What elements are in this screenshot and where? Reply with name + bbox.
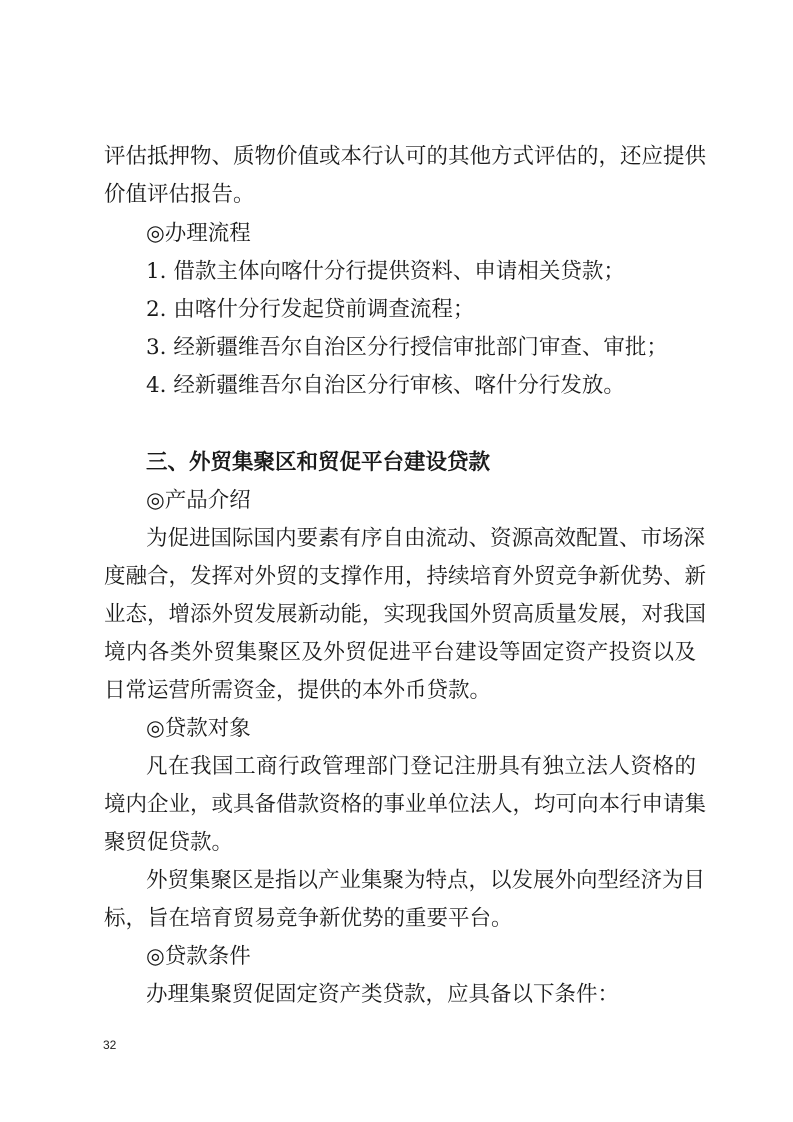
target-line-2: 境内企业，或具备借款资格的事业单位法人，均可向本行申请集: [104, 792, 707, 817]
product-line-5: 日常运营所需资金，提供的本外币贷款。: [104, 678, 492, 703]
process-step-4: 4. 经新疆维吾尔自治区分行审核、喀什分行发放。: [146, 373, 625, 398]
condition-title: ◎贷款条件: [146, 944, 251, 969]
target-title: ◎贷款对象: [146, 716, 251, 741]
product-line-1: 为促进国际国内要素有序自由流动、资源高效配置、市场深: [146, 526, 706, 551]
intro-line-2: 价值评估报告。: [104, 182, 255, 207]
zone-line-2: 标，旨在培育贸易竞争新优势的重要平台。: [104, 906, 513, 931]
product-title: ◎产品介绍: [146, 488, 251, 513]
section-heading: 三、外贸集聚区和贸促平台建设贷款: [146, 450, 491, 475]
process-step-1: 1. 借款主体向喀什分行提供资料、申请相关贷款；: [146, 259, 625, 284]
process-title: ◎办理流程: [146, 221, 251, 246]
condition-line-1: 办理集聚贸促固定资产类贷款，应具备以下条件：: [146, 982, 620, 1007]
product-line-4: 境内各类外贸集聚区及外贸促进平台建设等固定资产投资以及: [104, 640, 696, 665]
product-line-2: 度融合，发挥对外贸的支撑作用，持续培育外贸竞争新优势、新: [104, 564, 707, 589]
product-line-3: 业态，增添外贸发展新动能，实现我国外贸高质量发展，对我国: [104, 602, 707, 627]
process-step-3: 3. 经新疆维吾尔自治区分行授信审批部门审查、审批；: [146, 335, 668, 360]
zone-line-1: 外贸集聚区是指以产业集聚为特点，以发展外向型经济为目: [146, 868, 706, 893]
process-step-2: 2. 由喀什分行发起贷前调查流程；: [146, 297, 475, 322]
page-number: 32: [103, 1038, 117, 1052]
target-line-1: 凡在我国工商行政管理部门登记注册具有独立法人资格的: [146, 754, 696, 779]
intro-line-1: 评估抵押物、质物价值或本行认可的其他方式评估的，还应提供: [104, 144, 707, 169]
target-line-3: 聚贸促贷款。: [104, 830, 234, 855]
